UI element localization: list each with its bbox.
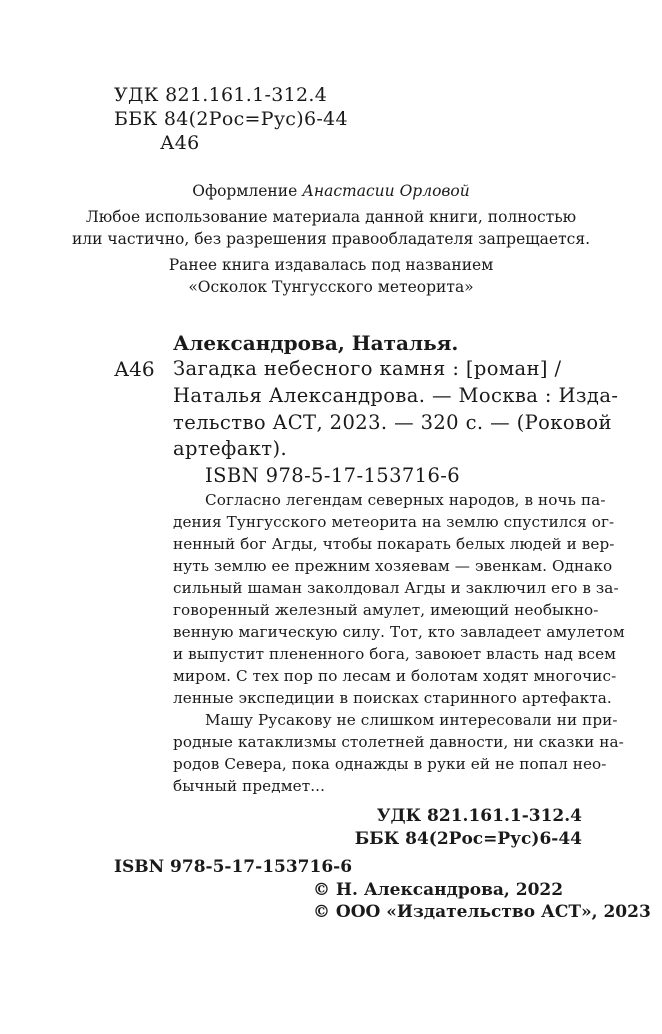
annotation-line: Согласно легендам северных народов, в ночь па-	[205, 491, 606, 509]
record-line-2: Наталья Александрова. — Москва : Изда-	[173, 384, 619, 407]
annotation-line: бычный предмет...	[173, 777, 326, 795]
copyright-author: © Н. Александрова, 2022	[313, 880, 564, 900]
udk-code-top: УДК 821.161.1-312.4	[114, 84, 328, 106]
annotation-line: ленные экспедиции в поисках старинного артефакта.	[173, 689, 612, 707]
record-author: Александрова, Наталья.	[173, 331, 459, 355]
annotation-line: сильный шаман заколдовал Агды и заключил его в за-	[173, 579, 619, 597]
annotation-line: Машу Русакову не слишком интересовали ни при-	[205, 711, 618, 729]
record-line-4: артефакт).	[173, 437, 288, 460]
annotation-line: ненный бог Агды, чтобы покарать белых людей и вер-	[173, 535, 615, 553]
record-author-mark: А46	[114, 357, 155, 381]
design-credit-prefix: Оформление	[192, 182, 303, 200]
bbk-code-bottom: ББК 84(2Рос=Рус)6-44	[354, 829, 582, 849]
annotation-line: родов Севера, пока однажды в руки ей не попал нео-	[173, 755, 607, 773]
isbn-bottom: ISBN 978-5-17-153716-6	[114, 857, 353, 877]
designer-name: Анастасии Орловой	[302, 182, 470, 200]
previous-title-line-2: «Осколок Тунгусского метеорита»	[188, 278, 474, 296]
annotation-line: дения Тунгусского метеорита на землю спустился ог-	[173, 513, 615, 531]
record-isbn: ISBN 978-5-17-153716-6	[205, 464, 461, 487]
annotation-line: венную магическую силу. Тот, кто завладеет амулетом	[173, 623, 625, 641]
usage-notice-line-1: Любое использование материала данной книги, полностью	[85, 208, 577, 226]
author-mark-top: А46	[160, 132, 200, 154]
design-credit	[0, 182, 662, 200]
udk-code-bottom: УДК 821.161.1-312.4	[376, 806, 582, 826]
annotation-line: миром. С тех пор по лесам и болотам ходят многочис-	[173, 667, 617, 685]
annotation-line: и выпустит плененного бога, завоюет власть над всем	[173, 645, 617, 663]
usage-notice-line-2: или частично, без разрешения правообладателя запрещается.	[71, 230, 591, 248]
annotation-line: говоренный железный амулет, имеющий необыкно-	[173, 601, 599, 619]
bbk-code-top: ББК 84(2Рос=Рус)6-44	[114, 108, 348, 130]
record-line-3: тельство АСТ, 2023. — 320 с. — (Роковой	[173, 411, 612, 434]
annotation-line: родные катаклизмы столетней давности, ни сказки на-	[173, 733, 624, 751]
copyright-publisher: © ООО «Издательство АСТ», 2023	[313, 902, 651, 922]
previous-title-line-1: Ранее книга издавалась под названием	[168, 256, 494, 274]
record-line-1	[173, 357, 583, 380]
annotation-line: нуть землю ее прежним хозяевам — эвенкам. Однако	[173, 557, 613, 575]
record-text: Загадка небесного камня : [роман] /	[173, 357, 562, 380]
